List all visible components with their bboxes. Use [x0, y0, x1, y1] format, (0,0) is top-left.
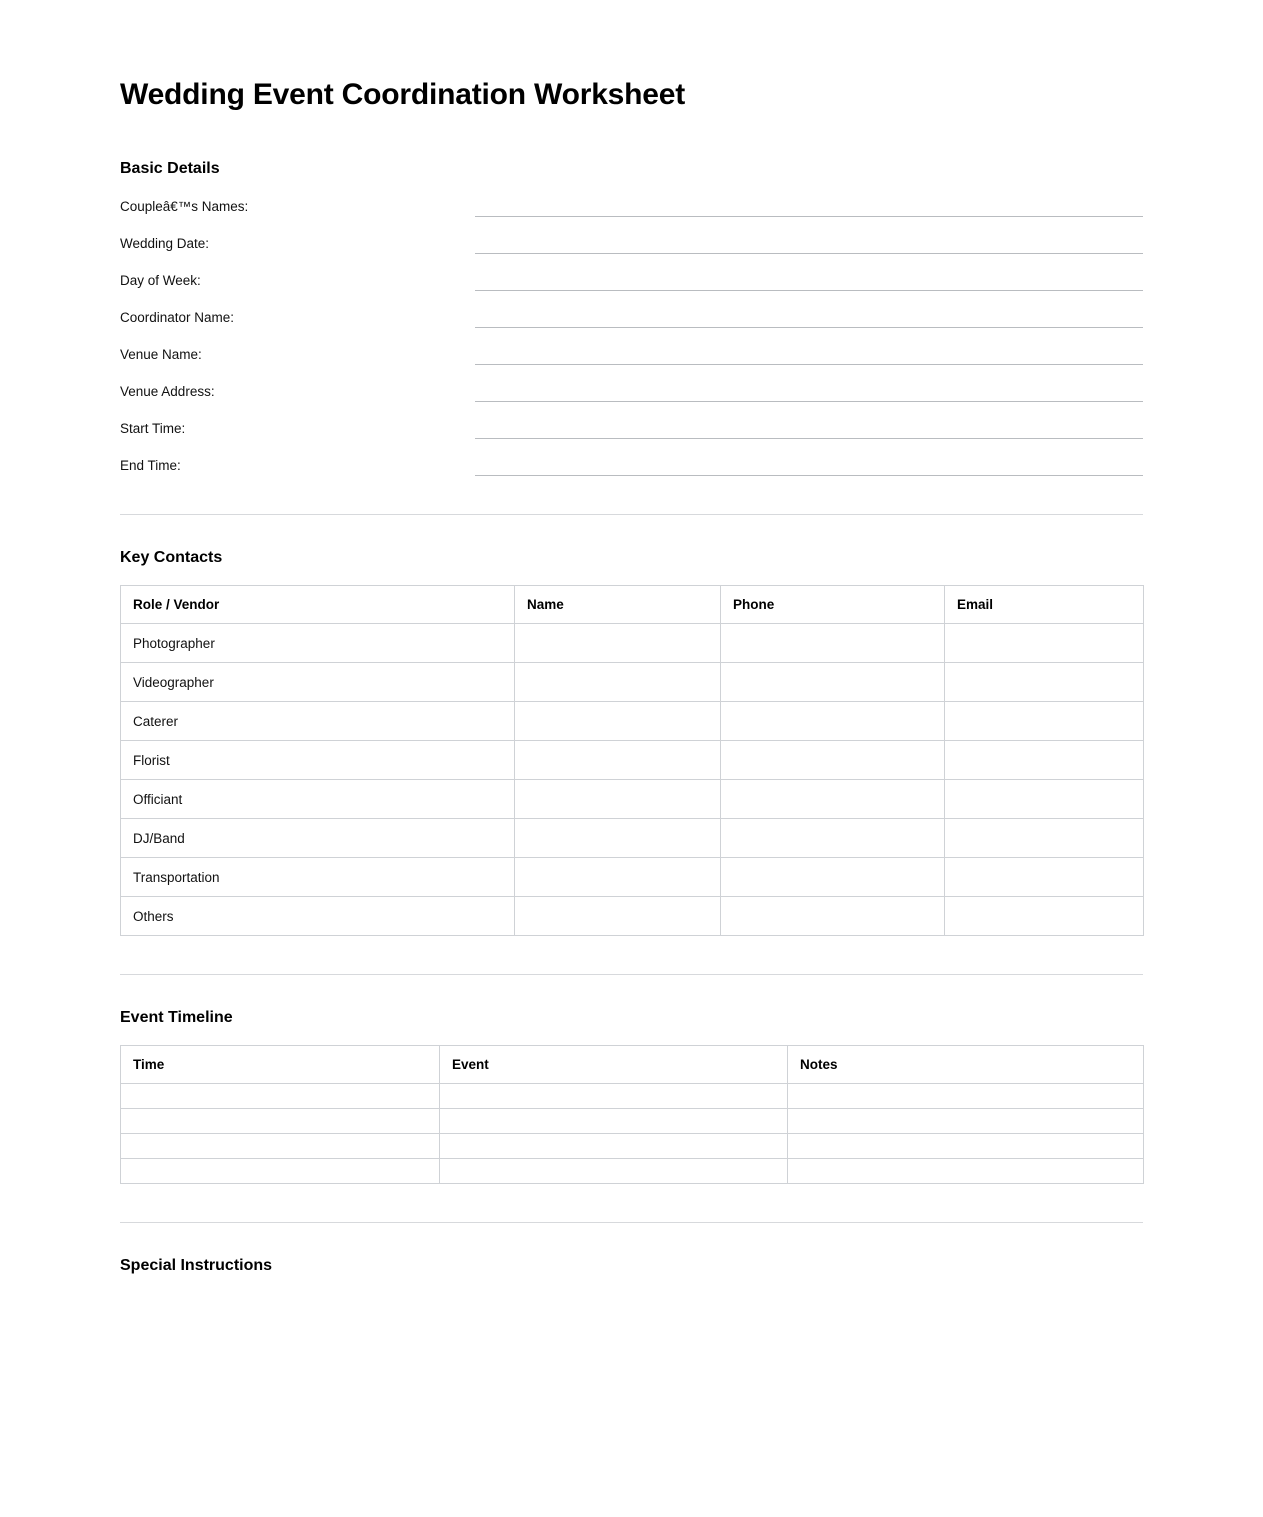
event-timeline-heading: Event Timeline [120, 1009, 233, 1026]
field-label: Day of Week: [120, 273, 201, 288]
cell-name[interactable] [515, 702, 721, 741]
field-venue-name [120, 344, 1143, 365]
cell-email[interactable] [945, 663, 1144, 702]
field-input-line[interactable] [475, 344, 1143, 365]
cell-name[interactable] [515, 897, 721, 936]
field-end-time [120, 455, 1143, 476]
cell-email[interactable] [945, 741, 1144, 780]
section-key-contacts [120, 549, 1143, 936]
cell-phone[interactable] [721, 624, 945, 663]
cell-phone[interactable] [721, 780, 945, 819]
column-header-name: Name [515, 586, 721, 624]
field-label: Venue Name: [120, 347, 202, 362]
cell-notes[interactable] [788, 1159, 1144, 1184]
table-row [121, 1109, 1144, 1134]
table-header-row [121, 586, 1144, 624]
section-special-instructions [120, 1257, 1143, 1413]
section-divider [120, 974, 1143, 975]
cell-role: Caterer [121, 702, 515, 741]
cell-name[interactable] [515, 624, 721, 663]
cell-email[interactable] [945, 819, 1144, 858]
cell-email[interactable] [945, 780, 1144, 819]
column-header-email: Email [945, 586, 1144, 624]
cell-name[interactable] [515, 741, 721, 780]
cell-name[interactable] [515, 663, 721, 702]
table-row [121, 780, 1144, 819]
field-start-time [120, 418, 1143, 439]
field-label: Venue Address: [120, 384, 215, 399]
key-contacts-table [120, 585, 1144, 936]
table-row [121, 1084, 1144, 1109]
table-row [121, 663, 1144, 702]
cell-role: DJ/Band [121, 819, 515, 858]
table-header-row [121, 1046, 1144, 1084]
field-label: Coordinator Name: [120, 310, 235, 325]
table-row [121, 702, 1144, 741]
cell-event[interactable] [440, 1109, 788, 1134]
column-header-event: Event [440, 1046, 788, 1084]
cell-role: Videographer [121, 663, 515, 702]
section-basic-details [120, 160, 1143, 476]
section-divider [120, 1222, 1143, 1223]
field-day-of-week [120, 270, 1143, 291]
cell-phone[interactable] [721, 897, 945, 936]
field-input-line[interactable] [475, 307, 1143, 328]
cell-phone[interactable] [721, 858, 945, 897]
field-input-line[interactable] [475, 418, 1143, 439]
cell-time[interactable] [121, 1159, 440, 1184]
field-input-line[interactable] [475, 270, 1143, 291]
table-row [121, 1134, 1144, 1159]
event-timeline-table [120, 1045, 1144, 1184]
field-input-line[interactable] [475, 455, 1143, 476]
key-contacts-heading: Key Contacts [120, 549, 223, 566]
page-title: Wedding Event Coordination Worksheet [120, 78, 686, 111]
field-label: Coupleâ€™s Names: [120, 199, 249, 214]
field-couples-names [120, 196, 1143, 217]
cell-time[interactable] [121, 1084, 440, 1109]
table-row [121, 624, 1144, 663]
field-input-line[interactable] [475, 196, 1143, 217]
cell-event[interactable] [440, 1159, 788, 1184]
cell-email[interactable] [945, 897, 1144, 936]
column-header-notes: Notes [788, 1046, 1144, 1084]
special-instructions-heading: Special Instructions [120, 1257, 273, 1274]
field-wedding-date [120, 233, 1143, 254]
column-header-phone: Phone [721, 586, 945, 624]
cell-role: Florist [121, 741, 515, 780]
cell-email[interactable] [945, 702, 1144, 741]
cell-name[interactable] [515, 858, 721, 897]
field-label: Wedding Date: [120, 236, 210, 251]
cell-phone[interactable] [721, 702, 945, 741]
basic-details-heading: Basic Details [120, 160, 220, 177]
table-row [121, 1159, 1144, 1184]
cell-notes[interactable] [788, 1134, 1144, 1159]
field-input-line[interactable] [475, 233, 1143, 254]
column-header-role: Role / Vendor [121, 586, 515, 624]
field-label: End Time: [120, 458, 181, 473]
field-input-line[interactable] [475, 381, 1143, 402]
cell-name[interactable] [515, 780, 721, 819]
cell-role: Officiant [121, 780, 515, 819]
cell-time[interactable] [121, 1134, 440, 1159]
cell-notes[interactable] [788, 1084, 1144, 1109]
section-divider [120, 514, 1143, 515]
field-venue-address [120, 381, 1143, 402]
cell-phone[interactable] [721, 663, 945, 702]
column-header-time: Time [121, 1046, 440, 1084]
cell-event[interactable] [440, 1084, 788, 1109]
cell-notes[interactable] [788, 1109, 1144, 1134]
cell-phone[interactable] [721, 819, 945, 858]
cell-name[interactable] [515, 819, 721, 858]
cell-event[interactable] [440, 1134, 788, 1159]
section-event-timeline [120, 1009, 1143, 1184]
cell-email[interactable] [945, 624, 1144, 663]
table-row [121, 819, 1144, 858]
field-label: Start Time: [120, 421, 186, 436]
cell-time[interactable] [121, 1109, 440, 1134]
special-instructions-area[interactable] [120, 1293, 1143, 1413]
cell-role: Transportation [121, 858, 515, 897]
field-coordinator-name [120, 307, 1143, 328]
table-row [121, 897, 1144, 936]
table-row [121, 858, 1144, 897]
table-row [121, 741, 1144, 780]
cell-role: Others [121, 897, 515, 936]
cell-role: Photographer [121, 624, 515, 663]
cell-phone[interactable] [721, 741, 945, 780]
cell-email[interactable] [945, 858, 1144, 897]
